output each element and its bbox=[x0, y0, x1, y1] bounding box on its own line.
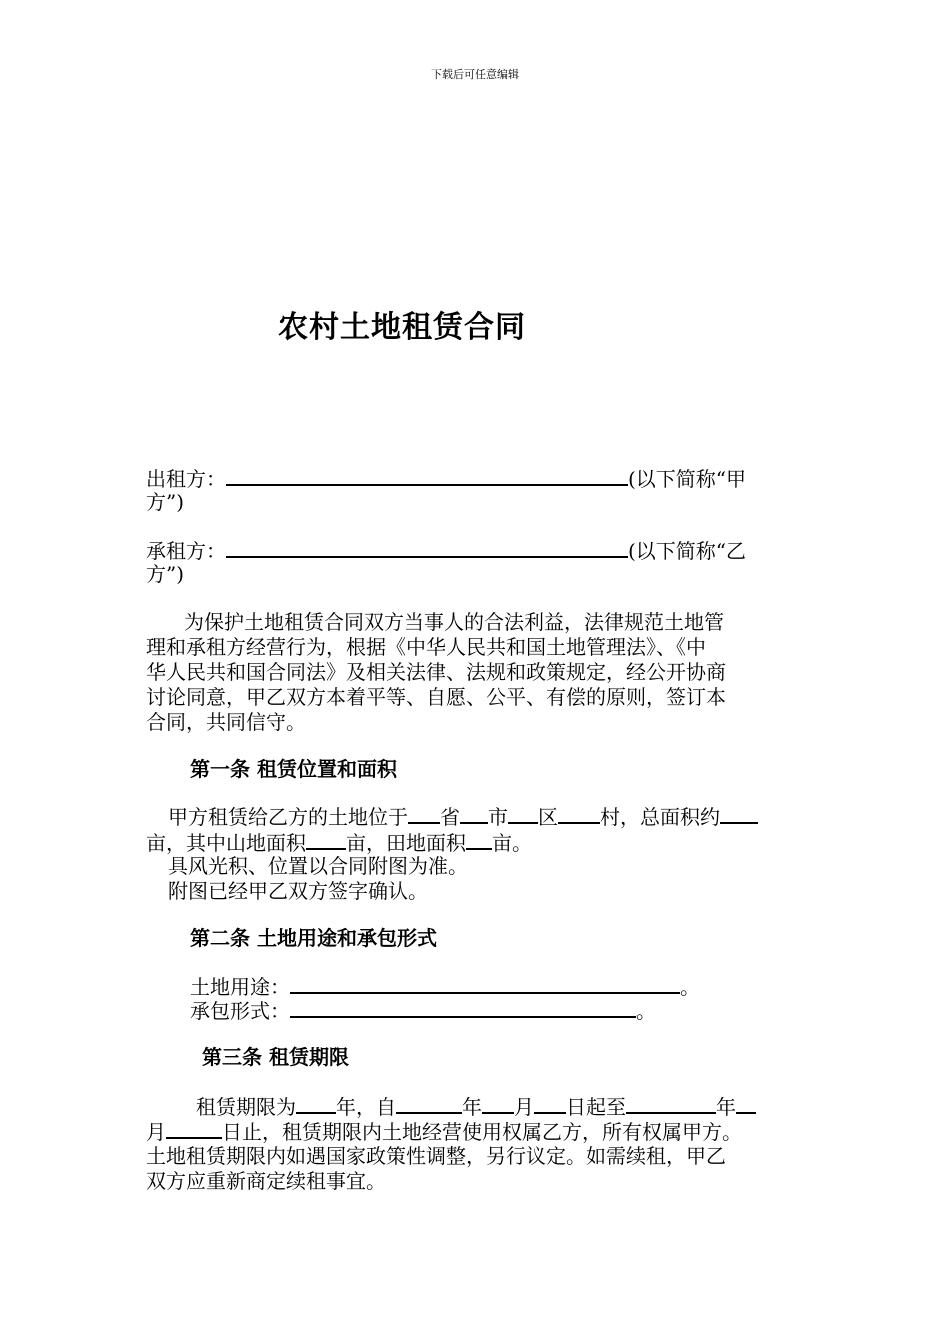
article-1-line-1 bbox=[168, 804, 758, 829]
start-year-blank[interactable] bbox=[396, 1094, 462, 1114]
a3-to-label: 日起至 bbox=[566, 1095, 626, 1119]
end-month-blank[interactable] bbox=[736, 1094, 756, 1114]
lessee-blank[interactable] bbox=[226, 538, 628, 558]
article-1-heading: 第一条 租赁位置和面积 bbox=[190, 757, 397, 781]
a1-text: 甲方租赁给乙方的土地位于 bbox=[168, 805, 408, 829]
article-1-line-4: 附图已经甲乙双方签字确认。 bbox=[168, 879, 428, 903]
a3-from-label: 年，自 bbox=[336, 1095, 396, 1119]
start-month-blank[interactable] bbox=[482, 1094, 514, 1114]
a3-end-year-label: 年 bbox=[716, 1095, 736, 1119]
article-2-heading: 第二条 土地用途和承包形式 bbox=[190, 926, 437, 950]
preamble-line-3: 华人民共和国合同法》及相关法律、法规和政策规定，经公开协商 bbox=[146, 660, 726, 684]
village-blank[interactable] bbox=[558, 804, 600, 824]
contract-form-blank[interactable] bbox=[290, 998, 636, 1018]
article-3-line-2 bbox=[146, 1119, 742, 1144]
article-3-line-1 bbox=[196, 1094, 756, 1119]
lessee-line bbox=[146, 538, 746, 563]
lessee-suffix: (以下简称“乙 bbox=[628, 539, 747, 563]
term-years-blank[interactable] bbox=[296, 1094, 336, 1114]
contract-form-line bbox=[190, 998, 656, 1023]
total-area-blank[interactable] bbox=[720, 804, 758, 824]
document-title: 农村土地租赁合同 bbox=[278, 310, 526, 345]
contract-form-end: 。 bbox=[636, 999, 656, 1023]
a3-end-text: 日止，租赁期限内土地经营使用权属乙方，所有权属甲方。 bbox=[222, 1120, 742, 1144]
a1-mu-label: 亩。 bbox=[492, 831, 532, 855]
lessor-blank[interactable] bbox=[226, 466, 628, 486]
district-blank[interactable] bbox=[508, 804, 538, 824]
a3-end-month-label: 月 bbox=[146, 1120, 166, 1144]
land-use-blank[interactable] bbox=[290, 974, 680, 994]
a3-month-label: 月 bbox=[514, 1095, 534, 1119]
a3-year-label: 年 bbox=[462, 1095, 482, 1119]
article-3-line-3: 土地租赁期限内如遇国家政策性调整，另行议定。如需续租，甲乙 bbox=[146, 1144, 726, 1168]
lessor-line bbox=[146, 466, 746, 491]
city-blank[interactable] bbox=[460, 804, 488, 824]
field-area-blank[interactable] bbox=[466, 830, 492, 850]
a1-district-label: 区 bbox=[538, 805, 558, 829]
article-1-line-2 bbox=[146, 830, 532, 855]
a1-mountain-label: 亩，其中山地面积 bbox=[146, 831, 306, 855]
land-use-end: 。 bbox=[680, 975, 700, 999]
preamble-line-4: 讨论同意，甲乙双方本着平等、自愿、公平、有偿的原则，签订本 bbox=[146, 685, 726, 709]
a1-area-label: 村，总面积约 bbox=[600, 805, 720, 829]
end-year-blank[interactable] bbox=[626, 1094, 716, 1114]
a3-term-label: 租赁期限为 bbox=[196, 1095, 296, 1119]
article-3-line-4: 双方应重新商定续租事宜。 bbox=[146, 1169, 386, 1193]
land-use-label: 土地用途： bbox=[190, 975, 290, 999]
preamble-line-1: 为保护土地租赁合同双方当事人的合法利益，法律规范土地管 bbox=[184, 610, 724, 634]
article-1-line-3: 具风光积、位置以合同附图为准。 bbox=[168, 854, 468, 878]
contract-form-label: 承包形式： bbox=[190, 999, 290, 1023]
lessor-cont: 方”) bbox=[146, 490, 185, 514]
article-3-heading: 第三条 租赁期限 bbox=[202, 1045, 349, 1069]
header-note: 下载后可任意编辑 bbox=[431, 68, 519, 81]
end-day-blank[interactable] bbox=[166, 1119, 222, 1139]
a1-field-label: 亩，田地面积 bbox=[346, 831, 466, 855]
preamble-line-2: 理和承租方经营行为，根据《中华人民共和国土地管理法》、《中 bbox=[146, 635, 706, 659]
lessee-label: 承租方： bbox=[146, 539, 226, 563]
a1-city-label: 市 bbox=[488, 805, 508, 829]
lessee-cont: 方”) bbox=[146, 562, 185, 586]
land-use-line bbox=[190, 974, 700, 999]
mountain-area-blank[interactable] bbox=[306, 830, 346, 850]
start-day-blank[interactable] bbox=[534, 1094, 566, 1114]
preamble-line-5: 合同，共同信守。 bbox=[146, 710, 306, 734]
lessor-suffix: (以下简称“甲 bbox=[628, 467, 747, 491]
lessor-label: 出租方： bbox=[146, 467, 226, 491]
a1-province-label: 省 bbox=[440, 805, 460, 829]
province-blank[interactable] bbox=[408, 804, 440, 824]
